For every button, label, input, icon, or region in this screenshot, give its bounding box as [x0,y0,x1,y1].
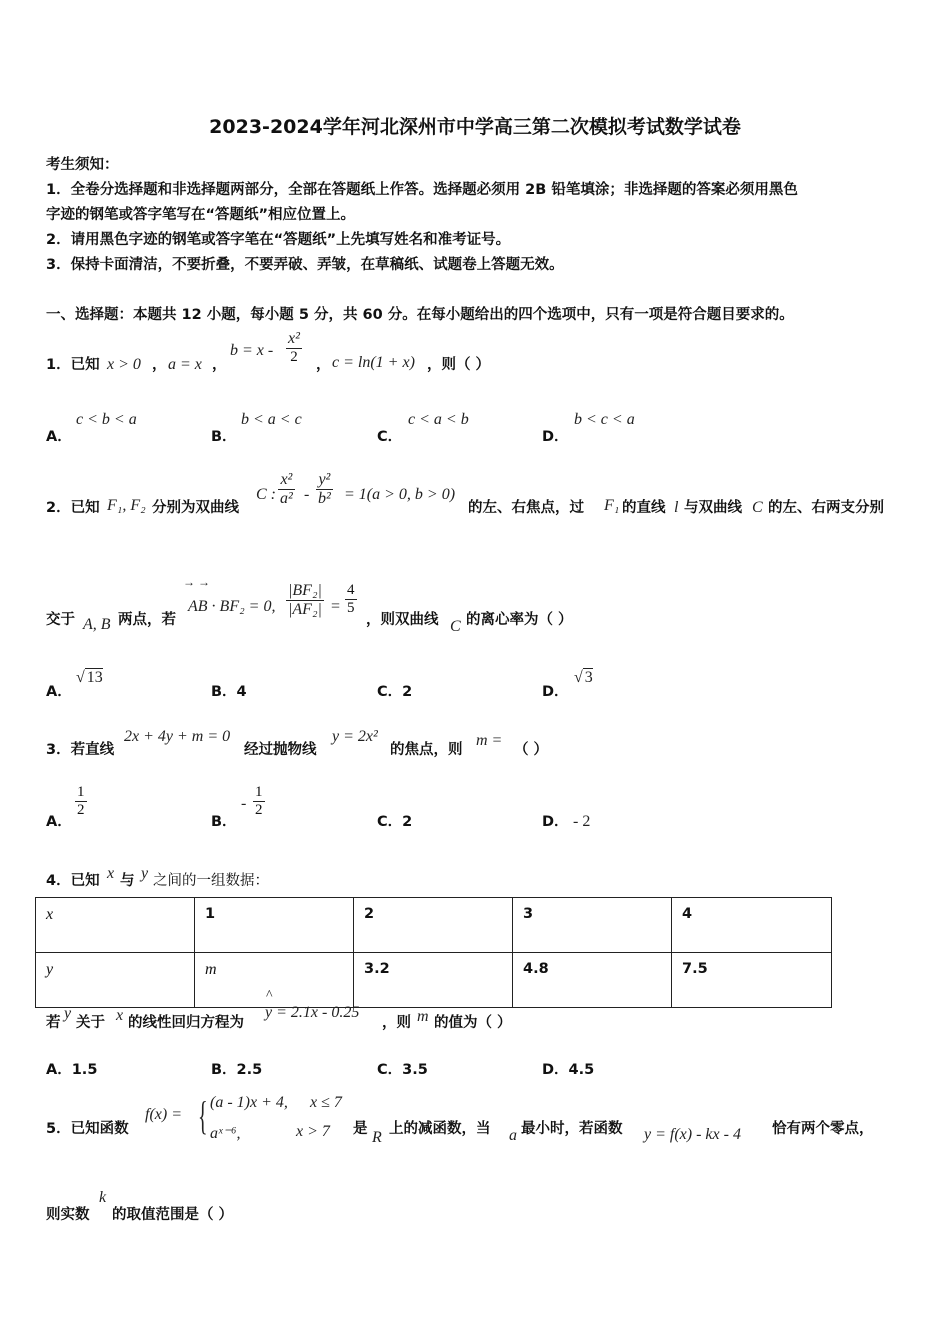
q5-text-3: 最小时，若函数 [521,1121,623,1137]
q1-option-c[interactable]: c < a < b [408,411,469,428]
table-cell: 3 [513,898,672,953]
q4-option-b[interactable]: B．2.5 [211,1062,263,1078]
q3-option-d[interactable]: - 2 [573,813,591,830]
q4-stem-3: 的线性回归方程为 [128,1015,244,1031]
q2-text-8: ，则双曲线 [366,612,439,628]
q2-text-3: 的直线 [622,500,666,516]
q2-option-c[interactable]: C．2 [377,684,413,700]
q1-option-a[interactable]: c < b < a [76,411,137,428]
q3-tail: （ ） [514,742,549,758]
q2-frac-2-num: y² [316,471,333,490]
q5-piece-2-expr: aˣ⁻⁶, [210,1125,241,1142]
q2-ratio-num: |BF₂| [288,582,322,599]
q2-frac-1-num: x² [278,471,295,490]
q2-frac-1 [278,471,295,508]
q2-line-l: l [674,499,679,516]
q2-text-4: 与双曲线 [684,500,742,516]
q5-fx: f(x) = [145,1106,182,1123]
q1-option-b[interactable]: b < a < c [241,411,302,428]
q1-cond-1: x > 0 [107,356,141,373]
q1-tail: ，则（ ） [427,357,491,373]
q5-piece-2-cond: x > 7 [296,1123,330,1140]
q2-option-a-radicand: 13 [86,669,103,686]
q5-piece-1-expr: (a - 1)x + 4, [210,1094,288,1111]
q4-stem-m: m [417,1008,429,1025]
q2-option-b[interactable]: B．4 [211,684,247,700]
q3-line: 2x + 4y + m = 0 [124,728,231,745]
q3-option-a-label: A． [46,814,72,830]
q2-lead: 2．已知 [46,500,100,516]
q4-regression: y = 2.1x - 0.25 [265,1004,360,1021]
q5-piece-1-cond: x ≤ 7 [310,1094,342,1111]
q2-curve-name: C : [256,486,276,503]
q2-text-5: 的左、右两支分别 [768,500,884,516]
q3-option-b-num: 1 [255,784,263,800]
q1-frac-den: 2 [290,349,298,365]
q2-curve-c2: C [450,618,461,635]
table-cell: 4 [672,898,832,953]
q2-ratio [286,582,324,619]
notice-line-2: 2．请用黑色字迹的钢笔或答字笔在“答题纸”上先填写姓名和准考证号。 [46,232,511,248]
table-cell: 3.2 [354,953,513,1008]
q4-text-1: 与 [120,873,135,889]
q4-stem-1: 若 [46,1015,61,1031]
q4-stem-x: x [116,1007,124,1024]
q2-vector-eq: AB · BF₂ = 0, [188,598,276,615]
table-header-x: x [36,898,195,953]
q1-option-a-label: A． [46,429,72,445]
table-row [36,898,832,953]
q2-foci: F₁, F₂ [107,497,146,514]
q5-text-1: 是 [353,1121,368,1137]
q1-option-d-label: D． [542,429,569,445]
q2-option-d-radicand: 3 [584,669,593,686]
table-header-y: y [36,953,195,1008]
q3-text-1: 经过抛物线 [244,742,317,758]
table-cell: 4.8 [513,953,672,1008]
q2-vector-arrows: → → [183,575,210,589]
q3-option-a-den: 2 [77,802,85,818]
q4-option-d[interactable]: D．4.5 [542,1062,595,1078]
table-cell: m [195,953,354,1008]
q3-option-b[interactable] [253,784,265,819]
q2-frac-2 [316,471,333,508]
q5-brace: { [198,1093,208,1138]
q5-text-4: 恰有两个零点， [772,1121,874,1137]
notice-heading: 考生须知： [46,157,119,173]
notice-line-1b: 字迹的钢笔或答字笔写在“答题纸”相应位置上。 [46,207,356,223]
table-cell: 7.5 [672,953,832,1008]
q2-text-9: 的离心率为（ ） [466,612,573,628]
q2-option-a-label: A． [46,684,72,700]
q1-cond-4: c = ln(1 + x) [332,354,415,371]
q2-ratio-eq: = [331,598,341,615]
q4-stem-y: y [64,1005,72,1022]
q5-lead: 5．已知函数 [46,1121,129,1137]
q3-m: m = [476,732,503,749]
q2-text-6: 交于 [46,612,75,628]
q5-text-6: 的取值范围是（ ） [112,1207,234,1223]
q2-text-1: 分别为双曲线 [152,500,239,516]
q2-option-a[interactable]: √ 13 [76,669,103,686]
q2-frac-value-num: 4 [347,582,355,598]
q1-frac [286,330,302,366]
q1-frac-num: x² [288,330,300,347]
q4-text-2: 之间的一组数据： [153,873,269,889]
q2-frac-value [345,582,357,617]
q2-option-d[interactable]: √ 3 [574,669,593,686]
q4-hat: ^ [266,988,273,1003]
notice-line-1a: 1．全卷分选择题和非选择题两部分，全部在答题纸上作答。选择题必须用 2B 铅笔填涂；非选择题的答案必须用黑色 [46,182,798,198]
q3-parabola: y = 2x² [332,728,378,745]
q5-text-5: 则实数 [46,1207,90,1223]
q2-ratio-den: |AF₂| [288,601,322,618]
q1-option-b-label: B． [211,429,237,445]
section-heading: 一、选择题：本题共 12 小题，每小题 5 分，共 60 分。在每小题给出的四个选项中，只有一项是符合题目要求的。 [46,307,794,323]
q5-k: k [99,1189,107,1206]
q3-option-b-den: 2 [255,802,263,818]
q4-stem-4: ，则 [382,1015,411,1031]
q1-cond-2: a = x [168,356,202,373]
q2-curve-c: C [752,499,763,516]
q3-option-a-num: 1 [77,784,85,800]
q1-cond-3a: b = x - [230,342,274,359]
q4-data-table [35,897,832,1008]
q3-text-2: 的焦点，则 [390,742,463,758]
q5-text-2: 上的减函数，当 [389,1121,491,1137]
q4-y: y [141,865,149,882]
q2-minus: - [304,486,310,503]
q3-option-b-sign: - [241,795,247,812]
q3-option-c[interactable]: C．2 [377,814,413,830]
q1-lead: 1．已知 [46,357,100,373]
q1-sep-2: ， [212,357,227,373]
q2-frac-2-den: b² [318,490,331,507]
q2-frac-value-den: 5 [347,600,355,616]
q4-stem-5: 的值为（ ） [434,1015,512,1031]
q2-option-d-label: D． [542,684,569,700]
q3-option-d-label: D． [542,814,569,830]
q2-curve-eq: = 1(a > 0, b > 0) [344,486,456,503]
table-cell: 2 [354,898,513,953]
q3-lead: 3．若直线 [46,742,115,758]
q1-sep-3: ， [316,357,331,373]
notice-line-3: 3．保持卡面清洁，不要折叠，不要弄破、弄皱，在草稿纸、试题卷上答题无效。 [46,257,564,273]
q2-focus-1: F₁ [604,497,620,514]
table-cell: 1 [195,898,354,953]
q1-sep-1: ， [152,357,167,373]
q5-a: a [509,1127,517,1144]
q1-option-c-label: C． [377,429,403,445]
table-row [36,953,832,1008]
q2-frac-1-den: a² [280,490,293,507]
q5-g: y = f(x) - kx - 4 [644,1126,741,1143]
page-title: 2023-2024学年河北深州市中学高三第二次模拟考试数学试卷 [209,116,741,138]
q3-option-b-label: B． [211,814,237,830]
q5-R: R [372,1129,382,1146]
q4-stem-2: 关于 [76,1015,105,1031]
q1-option-d[interactable]: b < c < a [574,411,635,428]
q2-points: A, B [83,616,111,633]
q2-text-7: 两点，若 [118,612,176,628]
q4-option-a[interactable]: A．1.5 [46,1062,98,1078]
q4-lead: 4．已知 [46,873,100,889]
q4-option-c[interactable]: C．3.5 [377,1062,428,1078]
q4-x: x [107,865,115,882]
q3-option-a[interactable] [75,784,87,819]
q2-text-2: 的左、右焦点，过 [468,500,584,516]
